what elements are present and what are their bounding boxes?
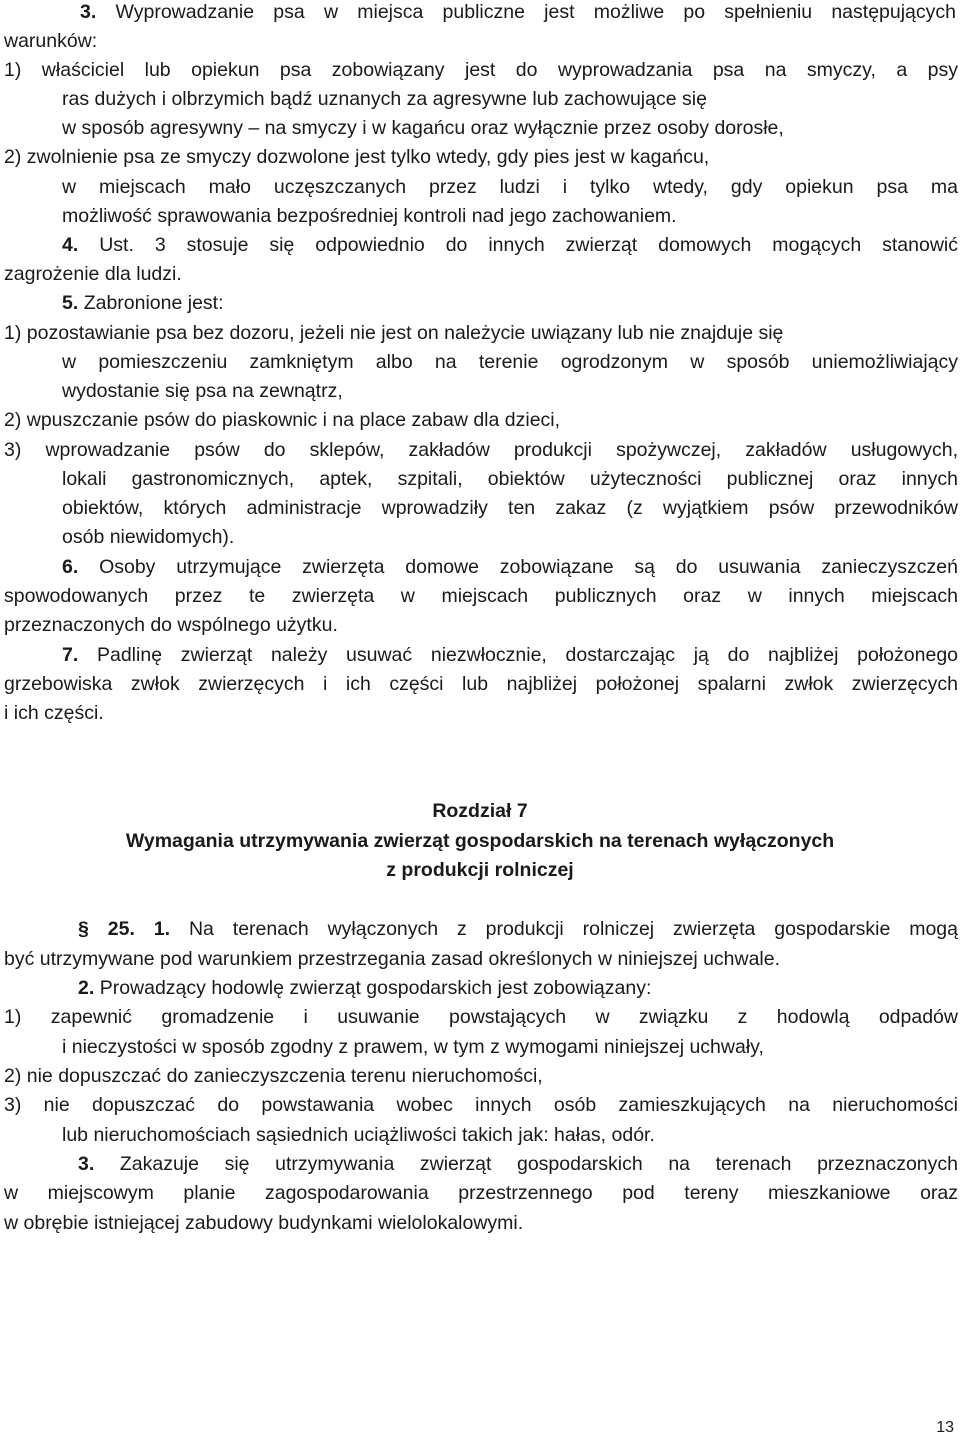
s5-item3-line2: lokali gastronomicznych, aptek, szpitali, obiektów użyteczności publicznej oraz innych [62,468,958,490]
s6-line-1 [62,555,958,579]
p25-sub2-text: Prowadzący hodowlę zwierząt gospodarskich jest zobowiązany: [99,977,652,999]
s5-number: 5. [62,292,79,314]
s5-item1-line2: w pomieszczeniu zamkniętym albo na terenie ogrodzonym w sposób uniemożliwiający [62,351,958,373]
s3-item1-line3: w sposób agresywny ‒ na smyczy i w kagańcu oraz wyłącznie przez osoby dorosłe, [62,117,784,139]
s4-line-1 [62,233,958,257]
p25-sub3-line2: w miejscowym planie zagospodarowania przestrzennego pod tereny mieszkaniowe oraz [4,1182,958,1204]
s3-item1-line1: 1) właściciel lub opiekun psa zobowiązany jest do wyprowadzania psa na smyczy, a psy [4,59,958,81]
s3-item2-line3: możliwość sprawowania bezpośredniej kontroli nad jego zachowaniem. [62,205,677,227]
s4-text: Ust. 3 stosuje się odpowiednio do innych zwierząt domowych mogących stanowić [99,234,958,256]
s6-line-2: spowodowanych przez te zwierzęta w miejscach publicznych oraz w innych miejscach [4,585,958,607]
s3-text: Wyprowadzanie psa w miejsca publiczne jest możliwe po spełnieniu następujących [115,1,957,23]
s5-item3-line1: 3) wprowadzanie psów do sklepów, zakładów produkcji spożywczej, zakładów usługowych, [4,439,958,461]
p25-item2: 2) nie dopuszczać do zanieczyszczenia terenu nieruchomości, [4,1065,543,1087]
s3-item2-line1: 2) zwolnienie psa ze smyczy dozwolone jest tylko wtedy, gdy pies jest w kagańcu, [4,146,710,168]
p25-sub3-number: 3. [78,1153,95,1175]
s5-line-1 [62,291,224,315]
chapter-title: Rozdział 7 [432,800,528,822]
s5-item1-line3: wydostanie się psa na zewnątrz, [62,380,343,402]
s5-item3-line4: osób niewidomych). [62,526,235,548]
s7-line-2: grzebowiska zwłok zwierzęcych i ich części lub najbliżej położonej spalarni zwłok zwierzęcych [4,673,958,695]
p25-sub1-text: Na terenach wyłączonych z produkcji rolniczej zwierzęta gospodarskie mogą [188,918,958,940]
s3-item2-line2: w miejscach mało uczęszczanych przez ludzi i tylko wtedy, gdy opiekun psa ma [62,176,958,198]
p25-item3-line1: 3) nie dopuszczać do powstawania wobec innych osób zamieszkujących na nieruchomości [4,1094,958,1116]
s6-number: 6. [62,556,79,578]
chapter-subtitle-line1: Wymagania utrzymywania zwierząt gospodarskich na terenach wyłączonych [125,830,835,852]
p25-sub2-line [78,976,651,1000]
p25-item1-line1: 1) zapewnić gromadzenie i usuwanie powstających w związku z hodowlą odpadów [4,1006,958,1028]
s6-line-3: przeznaczonych do wspólnego użytku. [4,614,338,636]
s3-line-1 [80,0,956,24]
s7-text: Padlinę zwierząt należy usuwać niezwłocznie, dostarczając ją do najbliżej położonego [96,644,959,666]
s3-number: 3. [80,1,97,23]
p25-sub1-number: 1. [153,918,171,940]
p25-item3-line2: lub nieruchomościach sąsiednich uciążliwości takich jak: hałas, odór. [62,1124,655,1146]
s3-line-2: warunków: [4,30,98,52]
s7-number: 7. [62,644,79,666]
s3-item1-line2: ras dużych i olbrzymich bądź uznanych za agresywne lub zachowujące się [62,88,707,110]
s5-item1-line1: 1) pozostawianie psa bez dozoru, jeżeli nie jest on należycie uwiązany lub nie znajduje się [4,322,784,344]
s4-line-2: zagrożenie dla ludzi. [4,263,182,285]
s7-line-1 [62,643,958,667]
page-number: 13 [936,1419,954,1436]
s5-item2: 2) wpuszczanie psów do piaskownic i na place zabaw dla dzieci, [4,409,561,431]
p25-sub3-line1 [78,1152,958,1176]
p25-sub2-number: 2. [78,977,95,999]
p25-sub3-text: Zakazuje się utrzymywania zwierząt gospodarskich na terenach przeznaczonych [119,1153,958,1175]
p25-line-2: być utrzymywane pod warunkiem przestrzegania zasad określonych w niniejszej uchwale. [4,948,781,970]
s6-text: Osoby utrzymujące zwierzęta domowe zobowiązane są do usuwania zanieczyszczeń [99,556,958,578]
s7-line-3: i ich części. [4,702,104,724]
chapter-subtitle-line2: z produkcji rolniczej [386,859,574,881]
s5-text: Zabronione jest: [83,292,224,314]
p25-line-1 [78,917,958,941]
section-sign: § [78,918,89,940]
s5-item3-line3: obiektów, których administracje wprowadziły ten zakaz (z wyjątkiem psów przewodników [62,497,958,519]
p25-item1-line2: i nieczystości w sposób zgodny z prawem, w tym z wymogami niniejszej uchwały, [62,1036,764,1058]
p25-number: 25. [107,918,135,940]
s4-number: 4. [62,234,79,256]
p25-sub3-line3: w obrębie istniejącej zabudowy budynkami wielolokalowymi. [4,1212,524,1234]
